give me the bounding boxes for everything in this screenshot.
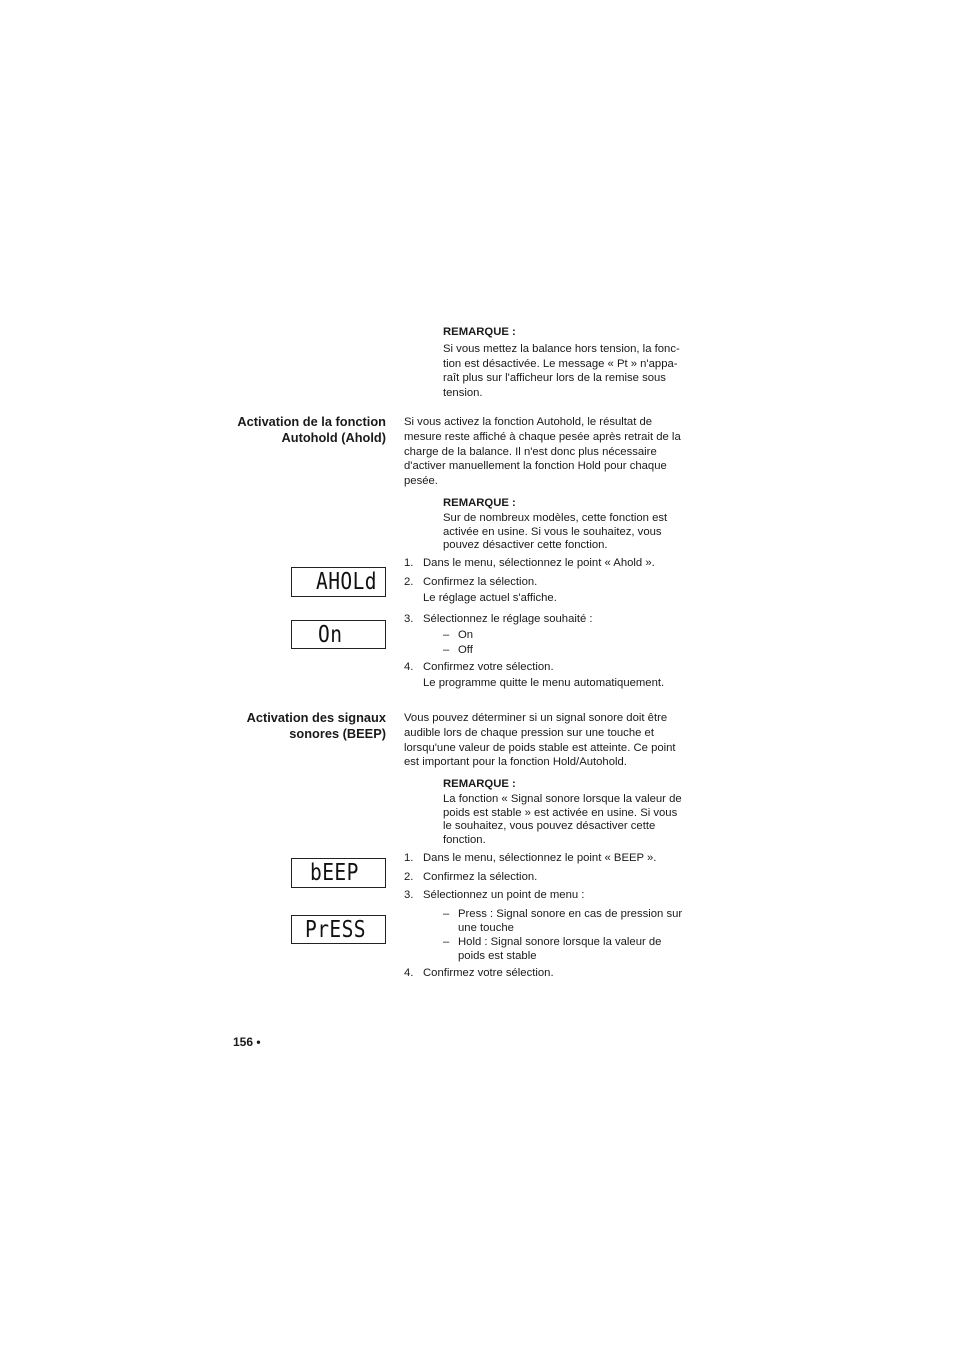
note-text xyxy=(443,342,693,400)
intro-line: lorsqu'une valeur de poids stable est atteinte. Ce point xyxy=(404,741,676,754)
lcd-text: bEEP xyxy=(310,860,359,886)
section-heading-autohold xyxy=(186,414,386,445)
intro-line: mesure reste affiché à chaque pesée après retrait de la xyxy=(404,430,681,443)
step-number: 4. xyxy=(404,661,414,673)
step-text: Dans le menu, sélectionnez le point « BEEP ». xyxy=(423,852,657,864)
note-line: fonction. xyxy=(443,833,486,846)
lcd-display-beep xyxy=(291,858,386,888)
lcd-text: PrESS xyxy=(305,916,366,943)
note-line: tension. xyxy=(443,386,483,399)
option-line: Hold : Signal sonore lorsque la valeur de xyxy=(458,936,662,948)
note-text xyxy=(443,512,693,553)
step-subtext: Le programme quitte le menu automatiquement. xyxy=(423,677,665,689)
note-line: Si vous mettez la balance hors tension, la fonc- xyxy=(443,343,680,355)
note-line: raît plus sur l'afficheur lors de la remise sous xyxy=(443,372,666,385)
option-text xyxy=(458,907,690,935)
option-dash: – xyxy=(443,936,450,948)
intro-line: Vous pouvez déterminer si un signal sonore doit être xyxy=(404,712,668,724)
option-text xyxy=(458,935,690,963)
note-line: activée en usine. Si vous le souhaitez, vous xyxy=(443,525,662,538)
step-text: Confirmez la sélection. xyxy=(423,871,538,883)
intro-line: est important pour la fonction Hold/Autohold. xyxy=(404,756,627,769)
step-text: Confirmez la sélection. xyxy=(423,576,538,588)
section-intro xyxy=(404,711,694,770)
step-number: 1. xyxy=(404,557,414,569)
lcd-text: AHOLd xyxy=(316,569,377,595)
heading-line: Activation de la fonction xyxy=(237,414,386,429)
note-line: Sur de nombreux modèles, cette fonction est xyxy=(443,512,668,524)
step-number: 3. xyxy=(404,613,414,625)
note-line: tion est désactivée. Le message « Pt » n'appa- xyxy=(443,357,678,370)
intro-line: d'activer manuellement la fonction Hold pour chaque xyxy=(404,460,667,473)
option-text: On xyxy=(458,629,474,641)
step-number: 3. xyxy=(404,889,414,901)
option-dash: – xyxy=(443,629,450,641)
step-number: 1. xyxy=(404,852,414,864)
option-text: Off xyxy=(458,644,473,656)
intro-line: charge de la balance. Il n'est donc plus nécessaire xyxy=(404,445,657,458)
note-line: le souhaitez, vous pouvez désactiver cette xyxy=(443,820,656,833)
intro-line: audible lors de chaque pression sur une touche et xyxy=(404,726,654,739)
note-line: La fonction « Signal sonore lorsque la valeur de xyxy=(443,793,682,805)
page-number: 156 • xyxy=(233,1035,261,1049)
option-dash: – xyxy=(443,908,450,920)
lcd-display-press xyxy=(291,915,386,944)
step-text: Confirmez votre sélection. xyxy=(423,661,554,673)
heading-line: sonores (BEEP) xyxy=(289,725,386,741)
step-number: 4. xyxy=(404,967,414,979)
lcd-text: On xyxy=(318,621,343,648)
intro-line: Si vous activez la fonction Autohold, le résultat de xyxy=(404,416,653,428)
lcd-display-on xyxy=(291,620,386,649)
step-text: Dans le menu, sélectionnez le point « Ahold ». xyxy=(423,557,655,569)
step-subtext: Le réglage actuel s'affiche. xyxy=(423,592,557,604)
option-line: Press : Signal sonore en cas de pression sur xyxy=(458,908,683,920)
option-dash: – xyxy=(443,644,450,656)
lcd-display-ahold xyxy=(291,567,386,597)
step-number: 2. xyxy=(404,871,414,883)
heading-line: Activation des signaux xyxy=(246,710,386,725)
note-line: poids est stable » est activée en usine. Si vous xyxy=(443,806,678,819)
note-text xyxy=(443,793,693,847)
step-number: 2. xyxy=(404,576,414,588)
note-heading: REMARQUE : xyxy=(443,326,516,338)
step-text: Confirmez votre sélection. xyxy=(423,967,554,979)
section-heading-beep xyxy=(186,710,386,741)
heading-line: Autohold (Ahold) xyxy=(281,429,386,445)
option-line: une touche xyxy=(458,922,514,934)
intro-line: pesée. xyxy=(404,475,438,488)
option-line: poids est stable xyxy=(458,950,537,962)
step-text: Sélectionnez un point de menu : xyxy=(423,889,585,901)
step-text: Sélectionnez le réglage souhaité : xyxy=(423,613,593,625)
note-heading: REMARQUE : xyxy=(443,497,516,509)
note-heading: REMARQUE : xyxy=(443,778,516,790)
note-line: pouvez désactiver cette fonction. xyxy=(443,539,608,552)
section-intro xyxy=(404,415,694,489)
